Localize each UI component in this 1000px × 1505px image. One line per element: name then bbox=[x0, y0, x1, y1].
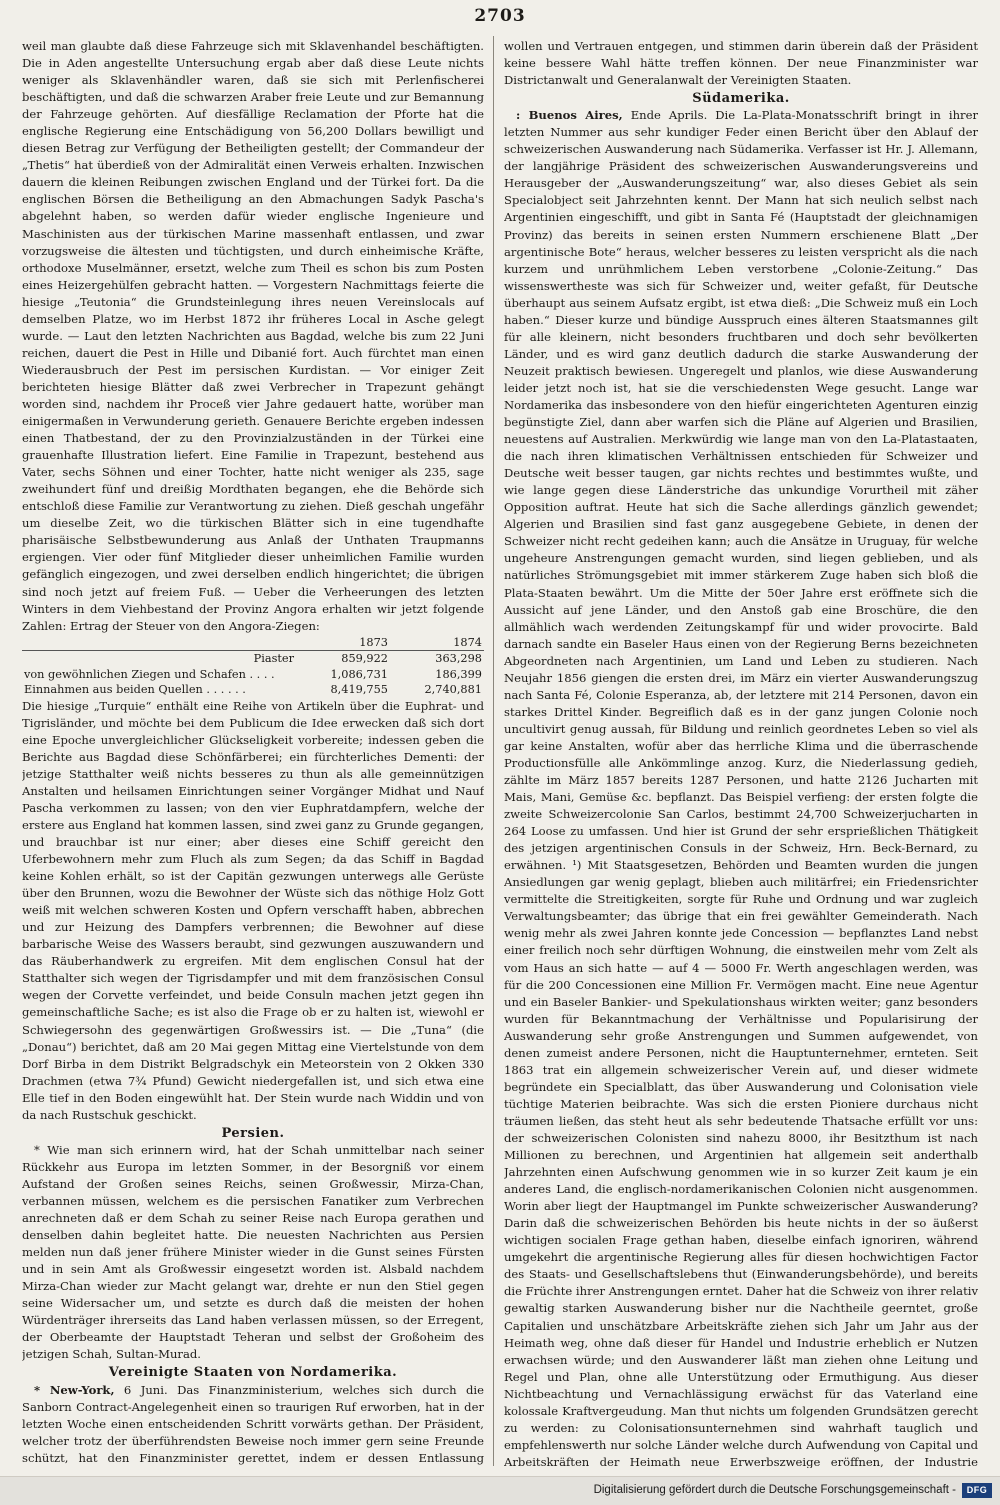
table-row bbox=[22, 667, 484, 683]
dateline: : Buenos Aires, bbox=[516, 108, 623, 123]
table-row bbox=[22, 651, 484, 667]
cell-1873: 1,086,731 bbox=[330, 667, 388, 681]
table-row bbox=[22, 682, 484, 698]
right-column bbox=[504, 38, 978, 1468]
row-unit: Piaster bbox=[253, 652, 294, 666]
footer-bar bbox=[0, 1476, 1000, 1505]
row-label bbox=[22, 651, 45, 667]
year-1873: 1873 bbox=[296, 635, 390, 651]
article-paragraph: wollen und Vertrauen entgegen, und stimmen darin überein daß der Präsident keine bessere Wahl hätte treffen können. Der neue Finanzminister war Districtanwalt und Generalanwalt der Vereinigten Staaten. bbox=[504, 39, 978, 88]
dfg-logo-icon: DFG bbox=[962, 1483, 992, 1498]
cell-1874: 2,740,881 bbox=[424, 683, 482, 697]
left-column bbox=[22, 38, 484, 1468]
footer-credit: Digitalisierung gefördert durch die Deutsche Forschungsgemeinschaft - bbox=[593, 1484, 956, 1496]
angora-tax-table bbox=[22, 635, 484, 698]
year-1874: 1874 bbox=[390, 635, 484, 651]
column-divider bbox=[493, 36, 494, 1466]
article-paragraph bbox=[22, 1382, 484, 1468]
article-paragraph: weil man glaubte daß diese Fahrzeuge sich mit Sklavenhandel beschäftigten. Die in Aden angestellte Untersuchung ergab aber daß diese Leute nichts weniger als Sklavenhändler waren, daß sie sich mit Perlenfischerei beschäftigten, und daß die schwarzen Araber freie Leute und zur Bemannung der Fahrzeuge gehörten. Auf diesfällige Reclamation der Pforte hat die englische Regierung eine Entschädigung von 56,200 Dollars bewilligt und diesen Betrag zur Verfügung der Betheiligten gestellt; der Commandeur der „Thetis“ hat überdieß von der Admiralität einen Verweis erhalten. Inzwischen dauern die kleinen Reibungen zwischen England und der Türkei fort. Da die englischen Börsen die Betheiligung an den Abmachungen Sadyk Pascha's abgelehnt haben, so werden dafür wieder englische Ingenieure und Maschinisten aus der türkischen Marine massenhaft entlassen, und zwar vorzugsweise die ältesten und tüchtigsten, und durch einheimische Kräfte, orthodoxe Muselmänner, ersetzt, welche zum Theil es schon bis zum Posten eines Heizergehülfen gebracht hatten. — Vorgestern Nachmittags feierte die hiesige „Teutonia“ die Grundsteinlegung ihres neuen Vereinslocals auf demselben Platze, wo im Herbst 1872 ihr früheres Local in Asche gelegt wurde. — Laut den letzten Nachrichten aus Bagdad, welche bis zum 22 Juni reichen, dauert die Pest in Hille und Dibanié fort. Auch fürchtet man einen Wiederausbruch der Pest im persischen Kurdistan. — Vor einiger Zeit berichteten hiesige Blätter daß zwei Verbrecher in Trapezunt gehängt worden sind, nachdem ihr Proceß vier Jahre gedauert hatte, worüber man einigermaßen in Verwunderung gerieth. Genauere Berichte ergeben indessen einen Thatbestand, der zu den Provinzialzuständen in der Türkei eine grauenhafte Illustration liefert. Eine Familie in Trapezunt, bestehend aus Vater, sechs Söhnen und einer Tochter, hatte nicht weniger als 235, sage zweihundert fünf und dreißig Mordthaten begangen, ehe die Behörde sich entschloß diese Familie zur Verantwortung zu ziehen. Dieß geschah ungefähr um dieselbe Zeit, wo die türkischen Blätter sich in eine tugendhafte pharisäische Selbstbewunderung aus Anlaß der Unthaten Traupmanns ergiengen. Vier oder fünf Mitglieder dieser unheimlichen Familie wurden gefänglich eingezogen, und zwei derselben endlich hingerichtet; die übrigen sind noch jetzt auf freiem Fuß. — Ueber die Verheerungen des letzten Winters in dem Viehbestand der Provinz Angora erhalten wir jetzt folgende Zahlen: Ertrag der Steuer von den Angora-Ziegen: bbox=[22, 39, 484, 633]
paragraph-body: Ende Aprils. Die La-Plata-Monatsschrift bringt in ihrer letzten Nummer aus sehr kundiger Feder einen Bericht über den Ablauf der schweizerischen Auswanderung nach Südamerika. Verfasser ist Hr. J. Allemann, der langjährige Präsident des schweizerischen Auswanderungsvereins und Herausgeber der „Auswanderungszeitung“ war, also dieses Gebiet als sein Specialobject seit Jahrzehnten kennt. Der Mann hat sich neulich selbst nach Argentinien eingeschifft, und gibt in Santa Fé (Hauptstadt der gleichnamigen Provinz) das bereits in seinen ersten Nummern erschienene Blatt „Der argentinische Bote“ heraus, welcher besseres zu leisten verspricht als die nach kurzem und unrühmlichem Leben verstorbene „Colonie-Zeitung.“ Das wissenswertheste was sich für Schweizer und, weiter gefaßt, für Deutsche überhaupt aus seinem Aufsatz ergibt, ist etwa dieß: „Die Schweiz muß ein Loch haben.“ Dieser kurze und bündige Ausspruch eines älteren Staatsmannes gilt für alle kleinern, nicht besonders fruchtbaren und doch sehr bevölkerten Länder, und es wird ganz deutlich dadurch die starke Auswanderung der Neuzeit praktisch bewiesen. Ungeregelt und planlos, wie diese Auswanderung leider jetzt noch ist, hat sie die verschiedensten Wege gesucht. Lange war Nordamerika das insbesondere von den hiefür eingerichteten Agenturen einzig begünstigte Ziel, dann aber warfen sich die Pläne auf Algerien und Brasilien, neuestens auf Australien. Merkwürdig wie lange man von den La-Platastaaten, die nach ihren klimatischen Verhältnissen entschieden für Schweizer und Deutsche weit besser taugen, gar nichts rechtes und bestimmtes wußte, und wie lange gegen diese Länderstriche das unkundige Vorurtheil mit zäher Opposition auftrat. Heute hat sich die Sache allerdings gänzlich gewendet; Algerien und Brasilien sind fast ganz ausgegebene Gebiete, in denen der Schweizer nicht recht gedeihen kann; auch die Ansätze in Uruguay, für welche ungeheure Anstrengungen gemacht wurden, sind liegen geblieben, und als natürliches Strömungsgebiet mit immer stärkerem Zuge haben sich bloß die Plata-Staaten bewährt. Um die Mitte der 50er Jahre erst eröffnete sich die Aussicht auf jene Länder, und den Anstoß gab eine Broschüre, die den allmählich wach werdenden Zeitungskampf für und wider provocirte. Bald darnach sandte ein Baseler Haus einen von der Regierung Berns bezeichneten Abgeordneten nach Argentinien, um Land und Leben zu studieren. Nach Neujahr 1856 giengen die ersten drei, im März ein vierter Auswanderungszug nach Santa Fé, Colonie Esperanza, ab, der letztere mit 214 Personen, davon ein starkes Drittel Kinder. Begreiflich daß es in der ganz jungen Colonie noch uncultivirt genug aussah, für Bildung und reinlich geordnetes Leben so viel als gar keine Anstalten, wofür aber das herrliche Klima und die überraschende Productionsfülle alle Ankömmlinge anzog. Kurz, die Niederlassung gedieh, zählte im März 1857 bereits 1287 Personen, und hatte 2126 Jucharten mit Mais, Mani, Gemüse &c. bepflanzt. Das Beispiel verfieng: der ersten folgte die zweite Schweizercolonie San Carlos, bestimmt 24,700 Schweizerjucharten in 264 Loose zu umfassen. Und hier ist Grund der sehr ersprießlichen Thätigkeit des jetzigen argentinischen Consuls in der Schweiz, Hrn. Beck-Bernard, zu erwähnen. ¹) Mit Staatsgesetzen, Behörden und Beamten wurden die jungen Ansiedlungen gar wenig geplagt, blieben auch militärfrei; ein Friedensrichter vermittelte die Streitigkeiten, sorgte für Ruhe und Ordnung und war zugleich Verwaltungsbeamter; das übrige that ein frei gewählter Gemeinderath. Nach wenig mehr als zwei Jahren konnte jede Concession — bepflanztes Land nebst einer freilich noch sehr dürftigen Wohnung, die einstweilen mehr vom Zelt als vom Haus an sich hatte — auf 4 — 5000 Fr. Werth angeschlagen werden, was für die 200 Concessionen eine Million Fr. Vermögen macht. Eine neue Agentur und ein Baseler Bankier- und Spekulationshaus wirkten weiter; ganz besonders wurden für Bekanntmachung der Verhältnisse und Popularisirung der Auswanderung sehr große Anstrengungen und Summen aufgewendet, von denen zumeist andere Personen, nicht die Hauptunternehmer, ernteten. Seit 1863 trat ein allgemein schweizerischer Verein auf, und dieser widmete begründete ein Specialblatt, das über Auswanderung und Colonisation viele tüchtige Materien beibrachte. Was sich die ersten Pioniere durchaus nicht träumen ließen, das steht heut als sehr bedeutende Thatsache erfüllt vor uns: der schweizerischen Colonisten sind nahezu 8000, ihr Besitzthum ist nach Millionen zu berechnen, und Argentinien hat allgemein seit anderthalb Jahrzehnten einen Aufschwung genommen wie in so kurzer Zeit kaum je ein anderes Land, die englisch-nordamerikanischen Colonien nicht ausgenommen. Worin aber liegt der Hauptmangel im Punkte schweizerischer Auswanderung? Darin daß die schweizerischen Behörden bis heute nichts in der so äußerst wichtigen socialen Frage gethan haben, dieselbe einfach ignoriren, während umgekehrt die argentinische Regierung alles für diesen hochwichtigen Factor des Staats- und Gesellschaftslebens thut (Einwanderungsbehörde), und bereits die Früchte ihrer Anstrengungen erntet. Daher hat die Schweiz von ihrer relativ gewaltig starken Auswanderung bisher nur die Nachtheile geerntet, große Capitalien und unschätzbare Arbeitskräfte ziehen sich Jahr um Jahr aus der Heimath weg, ohne daß dieser für Handel und Industrie erheblich er Nutzen erwachsen würde; und den Auswanderer läßt man ziehen ohne Leitung und Regel und Plan, ohne alle Unterstützung oder Ermuthigung. Aus dieser Nichtbeachtung und Vernachlässigung erwächst für das Vaterland eine kolossale Kraftvergeudung. Man thut nichts um folgenden Grundsätzen gerecht zu werden: zu Colonisationsunternehmen sind wahrhaft tauglich und empfehlenswerth nur solche Länder welche durch Aufwendung von Capital und Arbeitskräften der Heimath neue Erwerbszweige eröffnen, der Industrie bbox=[504, 108, 978, 1468]
page-number: 2703 bbox=[474, 6, 526, 26]
paragraph-body: 6 Juni. Das Finanzministerium, welches sich durch die Sanborn Contract-Angelegenheit einen so traurigen Ruf erworben, hat in der letzten Woche einen entscheidenden Schritt vorwärts gethan. Der Präsident, welcher trotz der überführendsten Beweise noch immer gern seine Freunde schützt, hat den Finanzminister gerettet, indem er dessen Entlassung bbox=[22, 1382, 484, 1465]
row-label: Einnahmen aus beiden Quellen . . . . . . bbox=[24, 683, 246, 697]
section-heading-usa: Vereinigte Staaten von Nordamerika. bbox=[108, 1365, 398, 1381]
dateline: * New-York, bbox=[34, 1382, 115, 1397]
cell-1874: 186,399 bbox=[435, 667, 482, 681]
article-paragraph: * Wie man sich erinnern wird, hat der Schah unmittelbar nach seiner Rückkehr aus Europa im letzten Sommer, in der Besorgniß vor einem Aufstand der Großen seines Reichs, seinen Großwessir, Mirza-Chan, verbannen müssen, welchem es die persischen Fanatiker zum Verbrechen anrechneten daß er dem Schah zu seiner Reise nach Europa gerathen und denselben dahin begleitet hatte. Die neuesten Nachrichten aus Persien melden nun daß jener frühere Minister wieder in die Gunst seines Fürsten und in sein Amt als Großwessir eingesetzt worden ist. Alsbald nachdem Mirza-Chan wieder zur Macht gelangt war, drehte er nun den Stiel gegen seine Widersacher um, und setzte es durch daß die meisten der hohen Würdenträger ihrerseits das Land haben verlassen müssen, so der Erregent, der Oberbeamte der Hauptstadt Teheran und selbst der Großoheim des jetzigen Schah, Sultan-Murad. bbox=[22, 1142, 484, 1362]
table-header-row bbox=[22, 635, 484, 651]
cell-1874: 363,298 bbox=[435, 652, 482, 666]
section-heading-suedamerika: Südamerika. bbox=[692, 91, 790, 107]
cell-1873: 859,922 bbox=[341, 652, 388, 666]
row-label: von gewöhnlichen Ziegen und Schafen . . . . bbox=[24, 667, 275, 681]
article-paragraph bbox=[504, 107, 978, 1468]
section-heading-persien: Persien. bbox=[221, 1125, 285, 1141]
cell-1873: 8,419,755 bbox=[330, 683, 388, 697]
article-paragraph: Die hiesige „Turquie“ enthält eine Reihe von Artikeln über die Euphrat- und Tigrisländer, und möchte bei dem Publicum die Idee erwecken daß sich dort eine Epoche unvergleichlicher Glückseligkeit vorbereite; indessen geben die Berichte aus Bagdad diese Schönfärberei; ein fürchterliches Dementi: der jetzige Statthalter weiß nichts besseres zu thun als alle gemeinnützigen Anstalten und heilsamen Einrichtungen seiner Vorgänger Midhat und Nauf Pascha verkommen zu lassen; von den vier Euphratdampfern, welche der erstere aus England hat kommen lassen, sind zwei ganz zu Grunde gegangen, und brauchbar ist nur einer; aber dieses eine Schiff gereicht den Uferbewohnern mehr zum Fluch als zum Segen; da das Schiff in Bagdad keine Kohlen erhält, so ist der Capitän gezwungen unterwegs alle Gerüste über den Brunnen, wozu die Bewohner der Wüste sich das nöthige Holz Gott weiß mit welchen schweren Kosten und Opfern verschafft haben, abbrechen und zur Heizung des Dampfers verbrennen; die Bewohner auf diese barbarische Weise des Wassers beraubt, sind gezwungen auszuwandern und das Räuberhandwerk zu ergreifen. Mit dem englischen Consul hat der Statthalter sich wegen der Tigrisdampfer und mit dem französischen Consul wegen der Corvette verfeindet, und beide Consuln machen jetzt gegen ihn gemeinschaftliche Sache; es ist also die Frage ob er zu halten ist, wiewohl er Schwiegersohn des gegenwärtigen Großwessirs ist. — Die „Tuna“ (die „Donau“) berichtet, daß am 20 Mai gegen Mittag eine Viertelstunde von dem Dorf Birba in dem Distrikt Belgradschyk ein Meteorstein von 2 Okken 330 Drachmen (etwa 7¾ Pfund) Gewicht niedergefallen ist, und sich etwa eine Elle tief in den Boden eingewühlt hat. Der Stein wurde nach Widdin und von da nach Rustschuk geschickt. bbox=[22, 698, 484, 1122]
